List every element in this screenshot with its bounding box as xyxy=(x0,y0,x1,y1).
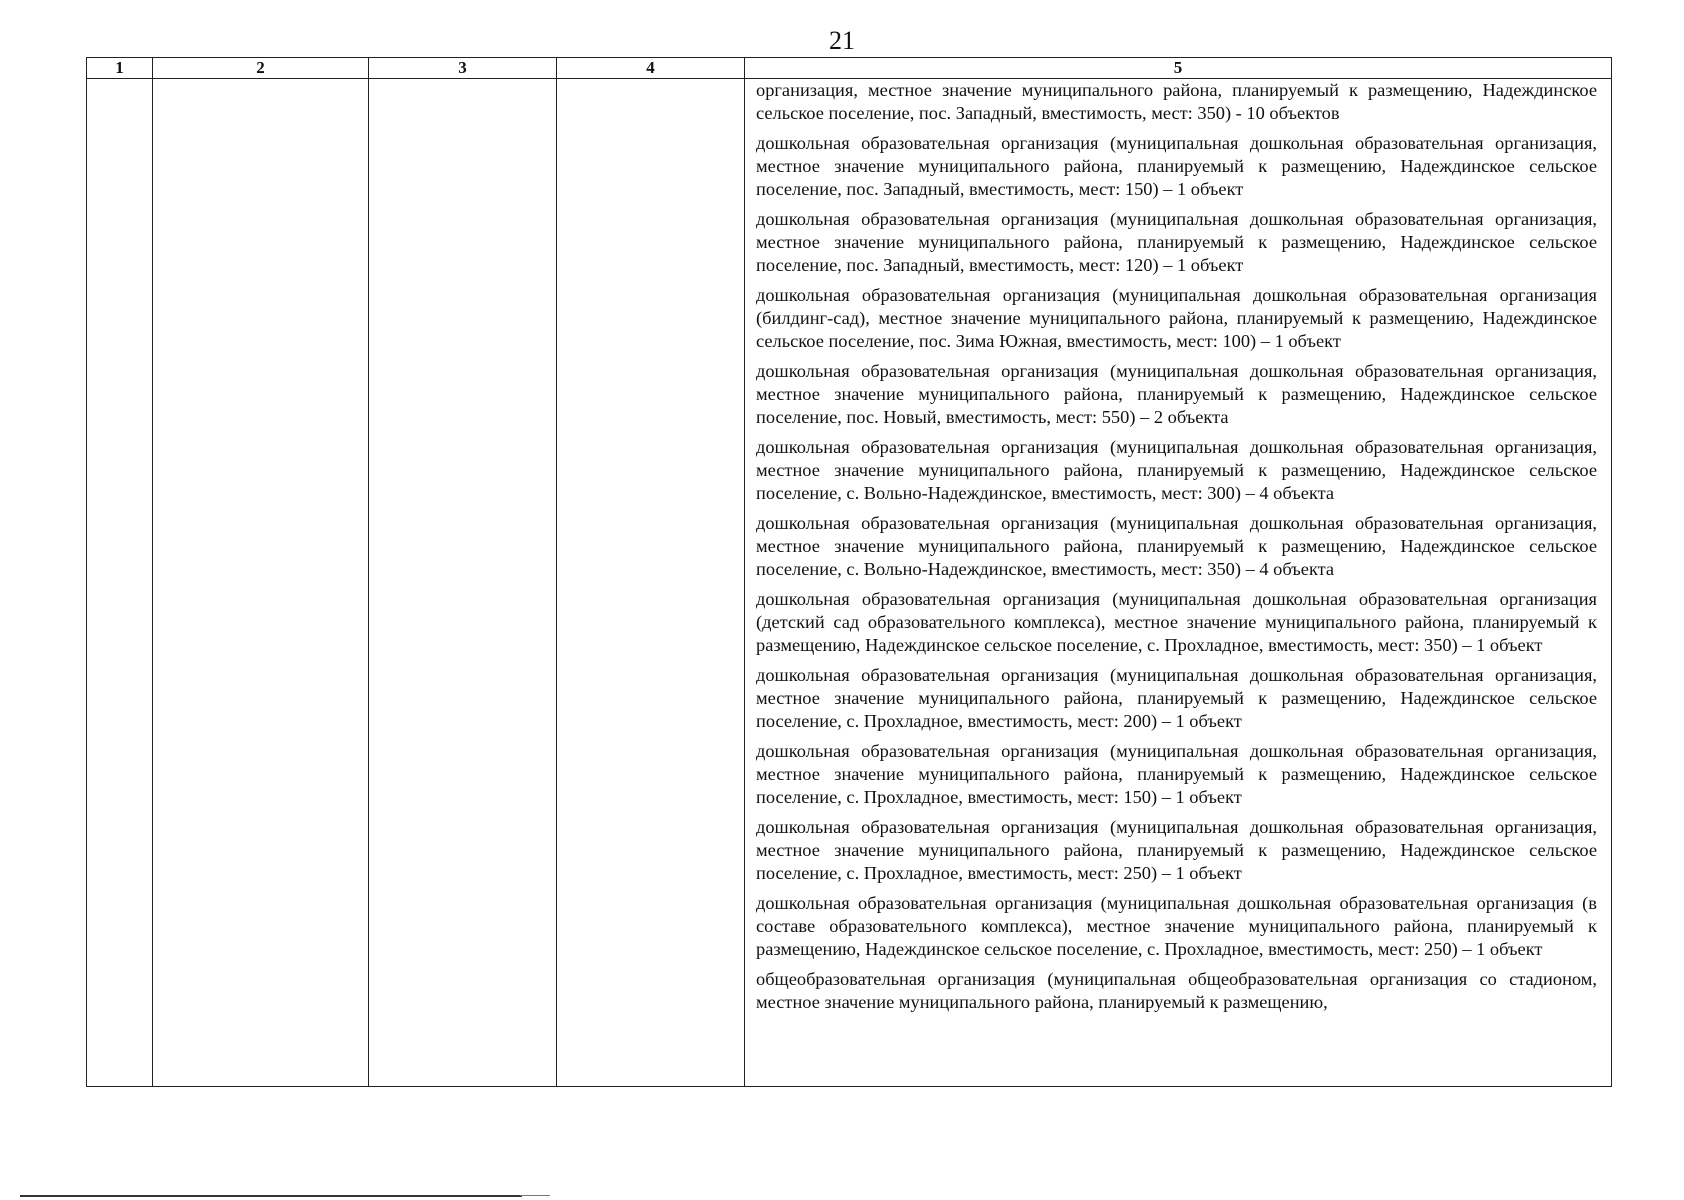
footnote-divider-tail xyxy=(520,1195,550,1196)
column-header-4: 4 xyxy=(557,58,745,79)
list-item: дошкольная образовательная организация (муниципальная дошкольная образовательная организация, местное значение муниципального района, планируемый к размещению, Надеждинское сельское поселение, с. Прохладное, вместимость, мест: 250) – 1 объект xyxy=(756,817,1597,883)
list-item: дошкольная образовательная организация (муниципальная дошкольная образовательная организация (детский сад образовательного комплекса), местное значение муниципального района, планируемый к размещению, Надеждинское сельское поселение, с. Прохладное, вместимость, мест: 350) – 1 объект xyxy=(756,589,1597,655)
list-item: дошкольная образовательная организация (муниципальная дошкольная образовательная организация (билдинг-сад), местное значение муниципального района, планируемый к размещению, Надеждинское сельское поселение, пос. Зима Южная, вместимость, мест: 100) – 1 объект xyxy=(756,285,1597,351)
list-item: дошкольная образовательная организация (муниципальная дошкольная образовательная организация, местное значение муниципального района, планируемый к размещению, Надеждинское сельское поселение, с. Прохладное, вместимость, мест: 200) – 1 объект xyxy=(756,665,1597,731)
list-item: организация, местное значение муниципального района, планируемый к размещению, Надеждинское сельское поселение, пос. Западный, вместимость, мест: 350) - 10 объектов xyxy=(756,80,1597,123)
list-item: общеобразовательная организация (муниципальная общеобразовательная организация со стадионом, местное значение муниципального района, планируемый к размещению, xyxy=(756,969,1597,1012)
list-item: дошкольная образовательная организация (муниципальная дошкольная образовательная организация, местное значение муниципального района, планируемый к размещению, Надеждинское сельское поселение, с. Вольно-Надеждинское, вместимость, мест: 350) – 4 объекта xyxy=(756,513,1597,579)
column-header-5: 5 xyxy=(745,58,1612,79)
table-row xyxy=(87,79,1612,1087)
list-item: дошкольная образовательная организация (муниципальная дошкольная образовательная организация, местное значение муниципального района, планируемый к размещению, Надеждинское сельское поселение, пос. Западный, вместимость, мест: 150) – 1 объект xyxy=(756,133,1597,199)
page-number: 21 xyxy=(829,26,855,55)
footnote-divider xyxy=(20,1195,522,1197)
cell-column-1 xyxy=(87,79,153,1087)
column-header-3: 3 xyxy=(369,58,557,79)
list-item: дошкольная образовательная организация (муниципальная дошкольная образовательная организация, местное значение муниципального района, планируемый к размещению, Надеждинское сельское поселение, пос. Новый, вместимость, мест: 550) – 2 объекта xyxy=(756,361,1597,427)
list-item: дошкольная образовательная организация (муниципальная дошкольная образовательная организация, местное значение муниципального района, планируемый к размещению, Надеждинское сельское поселение, пос. Западный, вместимость, мест: 120) – 1 объект xyxy=(756,209,1597,275)
cell-column-3 xyxy=(369,79,557,1087)
table-header-row xyxy=(87,58,1612,79)
list-item: дошкольная образовательная организация (муниципальная дошкольная образовательная организация, местное значение муниципального района, планируемый к размещению, Надеждинское сельское поселение, с. Прохладное, вместимость, мест: 150) – 1 объект xyxy=(756,741,1597,807)
cell-column-4 xyxy=(557,79,745,1087)
list-item: дошкольная образовательная организация (муниципальная дошкольная образовательная организация, местное значение муниципального района, планируемый к размещению, Надеждинское сельское поселение, с. Вольно-Надеждинское, вместимость, мест: 300) – 4 объекта xyxy=(756,437,1597,503)
cell-column-5 xyxy=(745,79,1612,1087)
cell-column-2 xyxy=(153,79,369,1087)
list-item: дошкольная образовательная организация (муниципальная дошкольная образовательная организация (в составе образовательного комплекса), местное значение муниципального района, планируемый к размещению, Надеждинское сельское поселение, с. Прохладное, вместимость, мест: 250) – 1 объект xyxy=(756,893,1597,959)
object-list xyxy=(745,79,1611,1086)
column-header-2: 2 xyxy=(153,58,369,79)
planned-objects-table xyxy=(86,57,1612,1087)
column-header-1: 1 xyxy=(87,58,153,79)
